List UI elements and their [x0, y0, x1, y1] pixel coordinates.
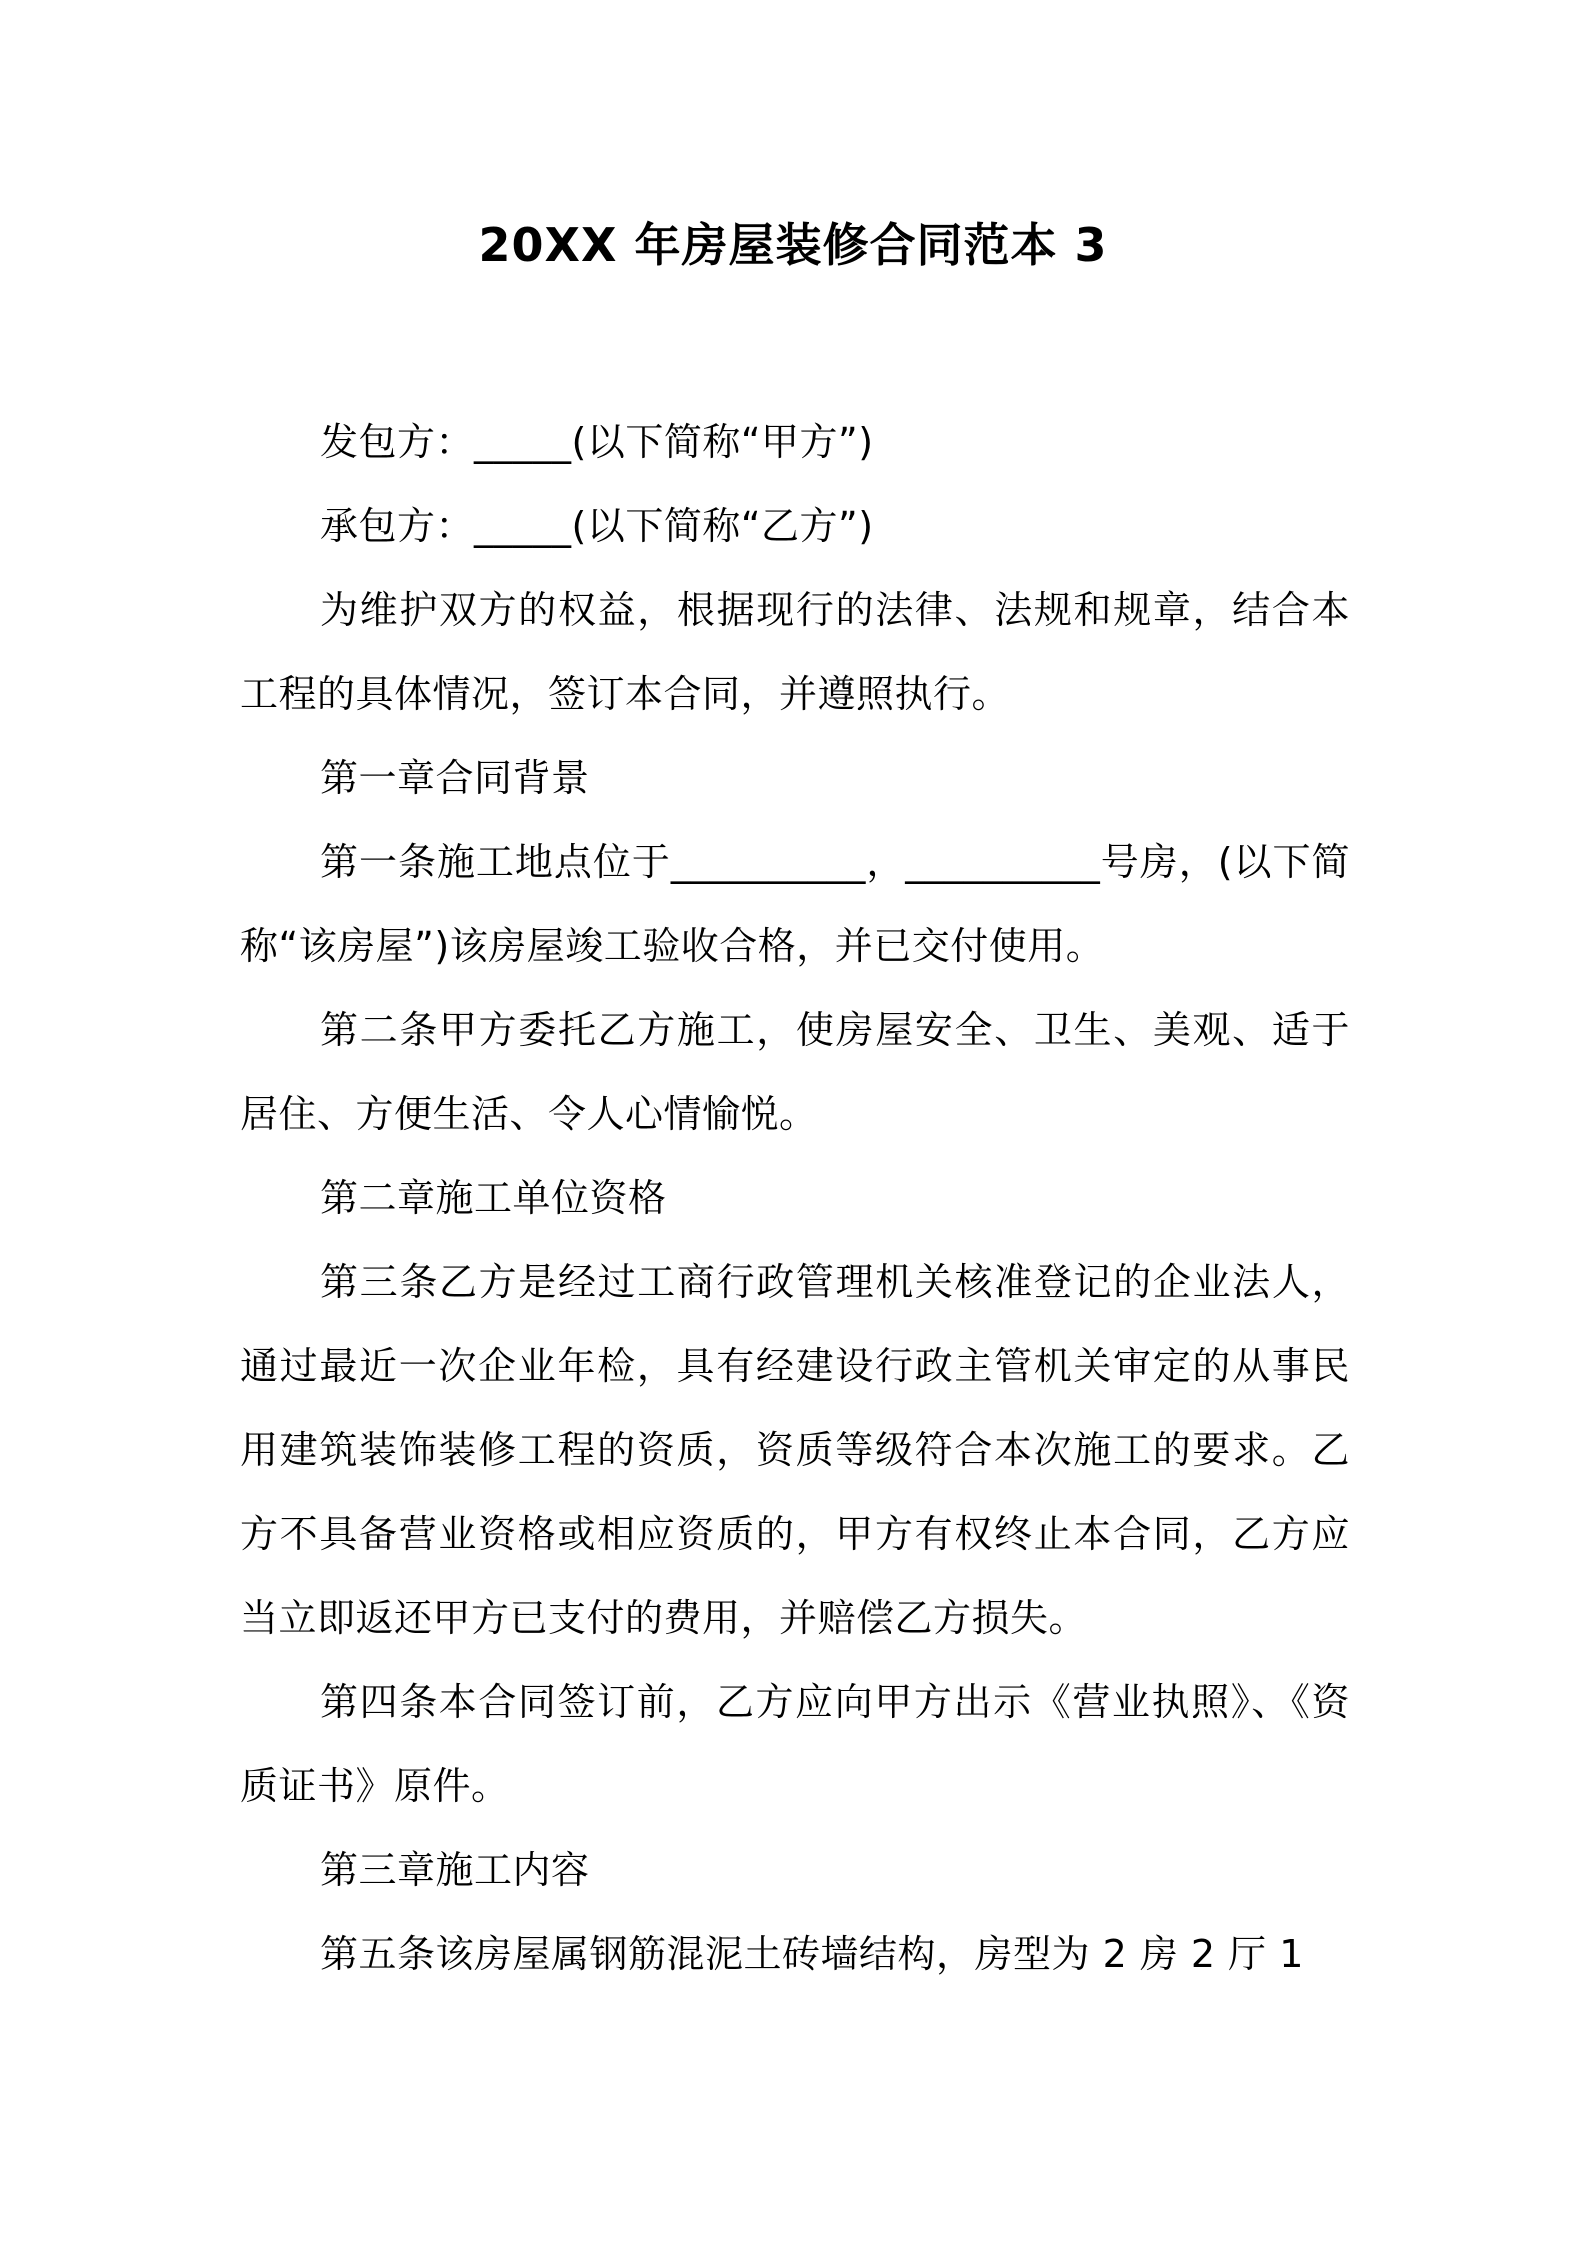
article-3: 第三条乙方是经过工商行政管理机关核准登记的企业法人，通过最近一次企业年检，具有经建设行政主管机关审定的从事民用建筑装饰装修工程的资质，资质等级符合本次施工的要求。乙方不具备营业资格或相应资质的，甲方有权终止本合同，乙方应当立即返还甲方已支付的费用，并赔偿乙方损失。 [240, 1260, 1350, 1640]
chapter-heading-1: 第一章合同背景 [320, 756, 590, 800]
document-body [240, 400, 1350, 1996]
paragraph-preamble: 为维护双方的权益，根据现行的法律、法规和规章，结合本工程的具体情况，签订本合同，并遵照执行。 [240, 588, 1350, 716]
article-2: 第二条甲方委托乙方施工，使房屋安全、卫生、美观、适于居住、方便生活、令人心情愉悦。 [240, 1008, 1350, 1136]
paragraph-employer: 发包方：_____(以下简称“甲方”) [320, 420, 874, 464]
article-4: 第四条本合同签订前，乙方应向甲方出示《营业执照》、《资质证书》原件。 [240, 1680, 1350, 1808]
article-1: 第一条施工地点位于__________，__________号房，(以下简称“该房屋”)该房屋竣工验收合格，并已交付使用。 [240, 840, 1350, 968]
document-title: 20XX 年房屋装修合同范本 3 [478, 218, 1108, 272]
paragraph-contractor: 承包方：_____(以下简称“乙方”) [320, 504, 874, 548]
chapter-heading-2: 第二章施工单位资格 [320, 1176, 667, 1220]
article-5: 第五条该房屋属钢筋混泥土砖墙结构，房型为 2 房 2 厅 1 [320, 1932, 1304, 1976]
chapter-heading-3: 第三章施工内容 [320, 1848, 590, 1892]
